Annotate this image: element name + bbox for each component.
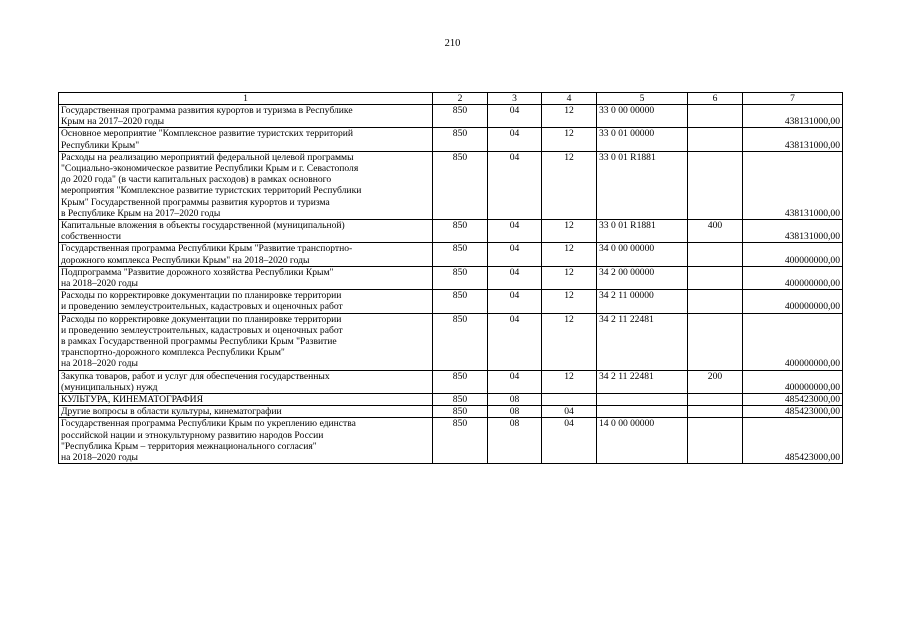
admin-code-cell: 850: [433, 290, 488, 313]
row-name-line: транспортно-дорожного комплекса Республики Крым": [61, 347, 285, 359]
row-name-line: и проведению землеустроительных, кадастровых и оценочных работ: [61, 324, 343, 336]
header-cell: 4: [542, 93, 597, 105]
amount-cell: 485423000,00: [743, 418, 843, 464]
amount-cell: 400000000,00: [743, 313, 843, 370]
admin-code-cell: 850: [433, 418, 488, 464]
header-cell: 7: [743, 93, 843, 105]
row-name-line: КУЛЬТУРА, КИНЕМАТОГРАФИЯ: [61, 394, 203, 406]
row-name-line: Основное мероприятие "Комплексное развитие туристских территорий: [61, 128, 354, 140]
row-name-line: в рамках Государственной программы Республики Крым "Развитие: [61, 336, 337, 348]
target-article-cell: 33 0 01 00000: [597, 128, 688, 151]
amount-cell: 438131000,00: [743, 151, 843, 219]
expense-type-cell: [688, 128, 743, 151]
expense-type-cell: [688, 290, 743, 313]
section-code-cell: 08: [488, 406, 542, 418]
target-article-cell: 33 0 00 00000: [597, 105, 688, 128]
row-name-cell: [59, 290, 433, 313]
table-row: [59, 151, 843, 219]
row-name-cell: [59, 313, 433, 370]
row-name-cell: [59, 243, 433, 266]
amount-cell: 438131000,00: [743, 105, 843, 128]
table-row: [59, 394, 843, 406]
row-name-line: Расходы на реализацию мероприятий федеральной целевой программы: [61, 151, 354, 163]
header-cell: 1: [59, 93, 433, 105]
section-code-cell: 04: [488, 151, 542, 219]
expense-type-cell: [688, 313, 743, 370]
row-name-line: Подпрограмма "Развитие дорожного хозяйства Республики Крым": [61, 266, 334, 278]
section-code-cell: 04: [488, 266, 542, 289]
section-code-cell: 04: [488, 105, 542, 128]
header-cell: 2: [433, 93, 488, 105]
row-name-cell: [59, 394, 433, 406]
row-name-line: в Республике Крым на 2017–2020 годы: [61, 207, 221, 219]
row-name-line: российской нации и этнокультурному развитию народов России: [61, 429, 324, 441]
row-name-line: на 2018–2020 годы: [61, 358, 138, 370]
row-name-cell: [59, 128, 433, 151]
table-row: [59, 128, 843, 151]
expense-type-cell: 400: [688, 220, 743, 243]
table-row: [59, 243, 843, 266]
amount-cell: 400000000,00: [743, 290, 843, 313]
target-article-cell: 34 0 00 00000: [597, 243, 688, 266]
subsection-code-cell: 12: [542, 105, 597, 128]
expense-type-cell: [688, 243, 743, 266]
section-code-cell: 08: [488, 394, 542, 406]
page-number: 210: [444, 38, 461, 49]
target-article-cell: 34 2 11 22481: [597, 370, 688, 393]
row-name-line: Государственная программа развития курортов и туризма в Республике: [61, 105, 353, 116]
expense-type-cell: [688, 151, 743, 219]
section-code-cell: 04: [488, 370, 542, 393]
target-article-cell: 14 0 00 00000: [597, 418, 688, 464]
table-row: [59, 220, 843, 243]
target-article-cell: 34 2 00 00000: [597, 266, 688, 289]
row-name-line: Государственная программа Республики Крым по укреплению единства: [61, 418, 356, 430]
subsection-code-cell: 12: [542, 266, 597, 289]
header-cell: 5: [597, 93, 688, 105]
row-name-line: до 2020 года" (в части капитальных расходов) в рамках основного: [61, 174, 332, 186]
table-row: [59, 418, 843, 464]
section-code-cell: 04: [488, 128, 542, 151]
admin-code-cell: 850: [433, 220, 488, 243]
row-name-cell: [59, 370, 433, 393]
expense-type-cell: [688, 394, 743, 406]
row-name-line: Закупка товаров, работ и услуг для обеспечения государственных: [61, 370, 330, 382]
admin-code-cell: 850: [433, 313, 488, 370]
target-article-cell: [597, 406, 688, 418]
section-code-cell: 08: [488, 418, 542, 464]
table-row: [59, 406, 843, 418]
row-name-cell: [59, 220, 433, 243]
subsection-code-cell: 12: [542, 128, 597, 151]
row-name-line: Крым" Государственной программы развития курортов и туризма: [61, 196, 330, 208]
amount-cell: 438131000,00: [743, 128, 843, 151]
row-name-line: Расходы по корректировке документации по планировке территории: [61, 313, 342, 325]
admin-code-cell: 850: [433, 105, 488, 128]
row-name-line: "Социально-экономическое развитие Республики Крым и г. Севастополя: [61, 163, 359, 175]
subsection-code-cell: 04: [542, 418, 597, 464]
row-name-line: (муниципальных) нужд: [61, 381, 158, 393]
row-name-line: и проведению землеустроительных, кадастровых и оценочных работ: [61, 301, 343, 313]
amount-cell: 400000000,00: [743, 243, 843, 266]
expense-type-cell: [688, 406, 743, 418]
row-name-line: "Республика Крым – территория межнационального согласия": [61, 440, 317, 452]
admin-code-cell: 850: [433, 128, 488, 151]
table-body: [59, 93, 843, 464]
row-name-line: Республики Крым": [61, 139, 140, 151]
row-name-cell: [59, 151, 433, 219]
header-cell: 3: [488, 93, 542, 105]
row-name-line: Государственная программа Республики Крым "Развитие транспортно-: [61, 243, 353, 255]
subsection-code-cell: 04: [542, 406, 597, 418]
header-cell: 6: [688, 93, 743, 105]
subsection-code-cell: 12: [542, 313, 597, 370]
row-name-line: собственности: [61, 231, 122, 243]
admin-code-cell: 850: [433, 406, 488, 418]
expense-type-cell: [688, 105, 743, 128]
section-code-cell: 04: [488, 313, 542, 370]
row-name-line: на 2018–2020 годы: [61, 452, 138, 464]
table-row: [59, 105, 843, 128]
row-name-cell: [59, 266, 433, 289]
row-name-cell: [59, 418, 433, 464]
header-row: [59, 93, 843, 105]
target-article-cell: 34 2 11 00000: [597, 290, 688, 313]
subsection-code-cell: 12: [542, 243, 597, 266]
admin-code-cell: 850: [433, 394, 488, 406]
admin-code-cell: 850: [433, 266, 488, 289]
target-article-cell: [597, 394, 688, 406]
row-name-line: мероприятия "Комплексное развитие туристских территорий Республики: [61, 185, 362, 197]
row-name-line: Крым на 2017–2020 годы: [61, 116, 165, 128]
table-row: [59, 370, 843, 393]
expense-type-cell: 200: [688, 370, 743, 393]
subsection-code-cell: 12: [542, 290, 597, 313]
row-name-cell: [59, 406, 433, 418]
row-name-line: Расходы по корректировке документации по планировке территории: [61, 290, 342, 302]
amount-cell: 485423000,00: [743, 406, 843, 418]
admin-code-cell: 850: [433, 243, 488, 266]
amount-cell: 400000000,00: [743, 266, 843, 289]
row-name-line: дорожного комплекса Республики Крым" на 2018–2020 годы: [61, 254, 310, 266]
subsection-code-cell: 12: [542, 370, 597, 393]
table-row: [59, 266, 843, 289]
table-row: [59, 290, 843, 313]
budget-table: [58, 92, 843, 464]
section-code-cell: 04: [488, 290, 542, 313]
section-code-cell: 04: [488, 220, 542, 243]
admin-code-cell: 850: [433, 151, 488, 219]
row-name-line: Другие вопросы в области культуры, кинематографии: [61, 406, 282, 418]
section-code-cell: 04: [488, 243, 542, 266]
subsection-code-cell: 12: [542, 220, 597, 243]
expense-type-cell: [688, 418, 743, 464]
row-name-line: на 2018–2020 годы: [61, 278, 138, 290]
subsection-code-cell: [542, 394, 597, 406]
target-article-cell: 34 2 11 22481: [597, 313, 688, 370]
amount-cell: 438131000,00: [743, 220, 843, 243]
target-article-cell: 33 0 01 R1881: [597, 151, 688, 219]
row-name-line: Капитальные вложения в объекты государственной (муниципальной): [61, 220, 345, 232]
row-name-cell: [59, 105, 433, 128]
expense-type-cell: [688, 266, 743, 289]
amount-cell: 400000000,00: [743, 370, 843, 393]
admin-code-cell: 850: [433, 370, 488, 393]
amount-cell: 485423000,00: [743, 394, 843, 406]
target-article-cell: 33 0 01 R1881: [597, 220, 688, 243]
table-row: [59, 313, 843, 370]
subsection-code-cell: 12: [542, 151, 597, 219]
